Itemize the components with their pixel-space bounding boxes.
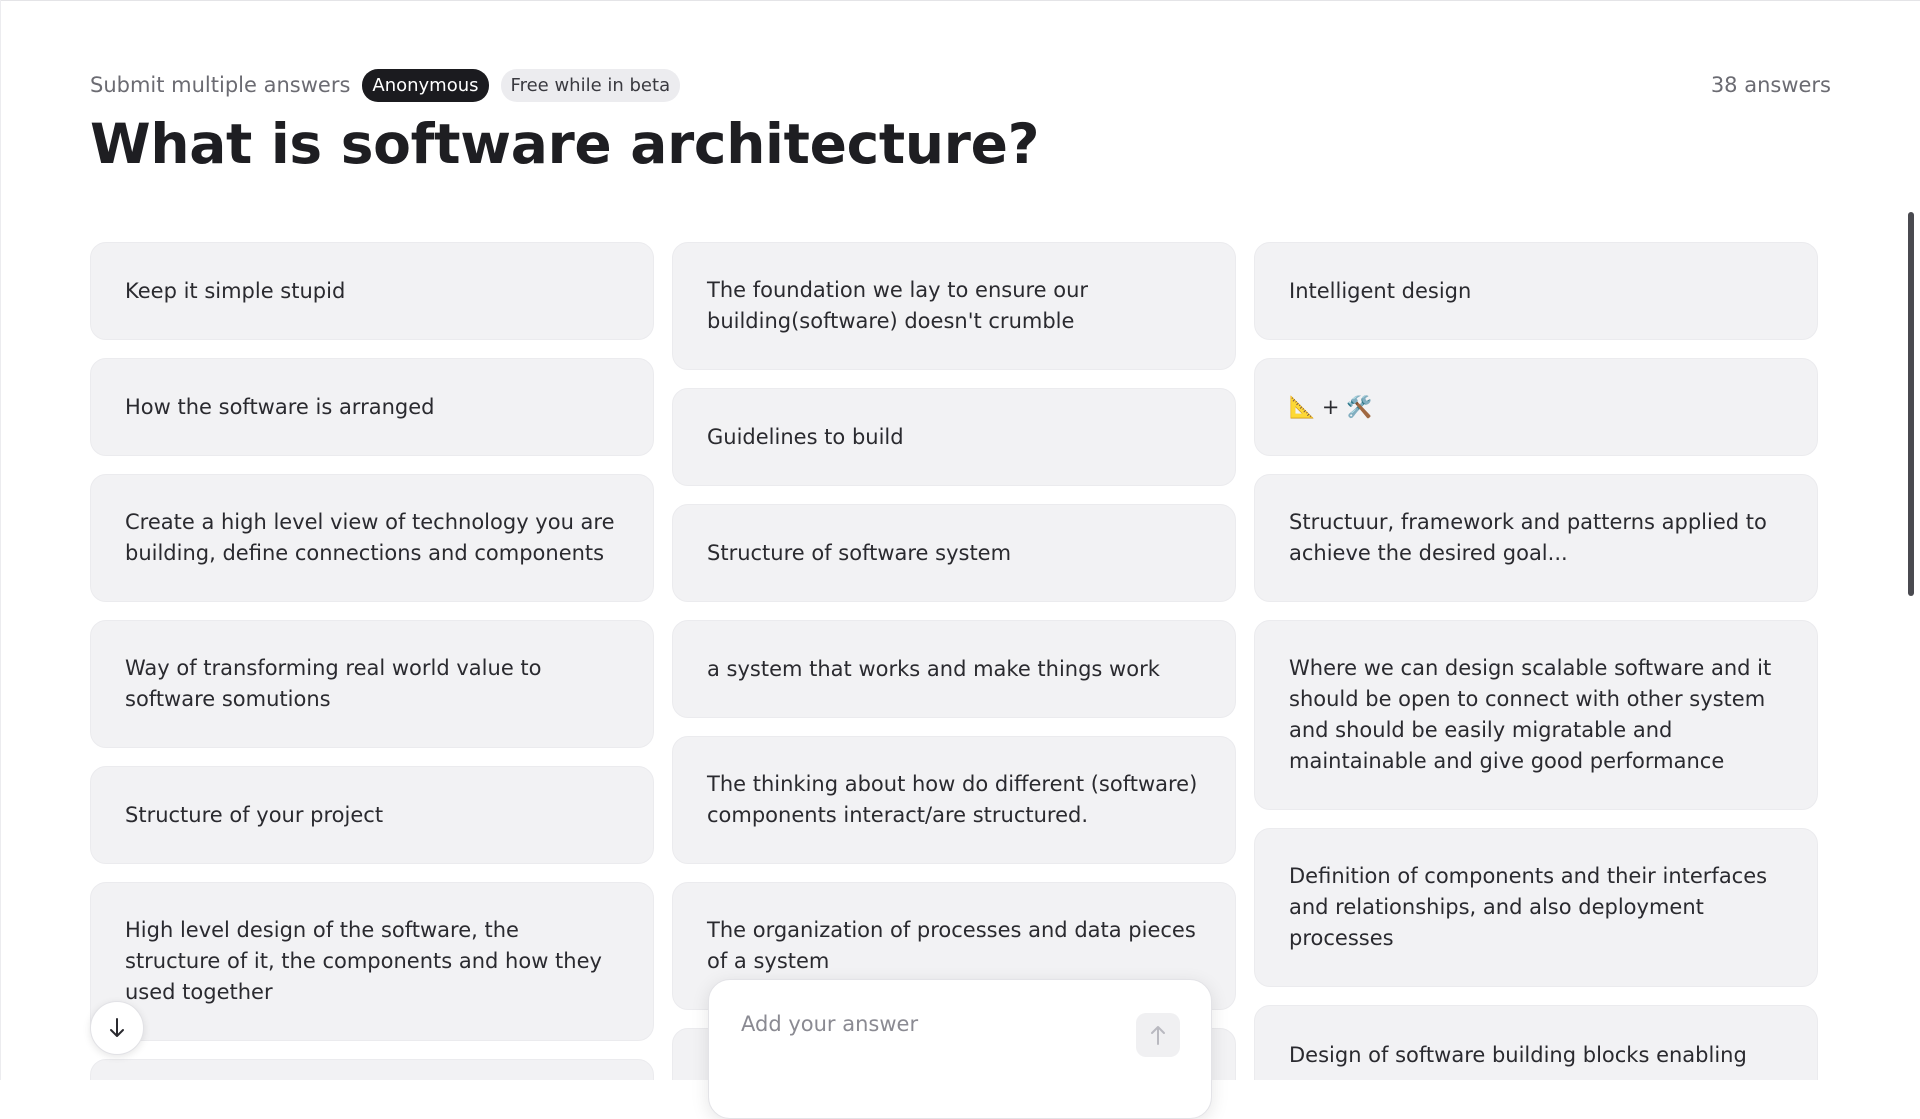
answer-card: High level design of the software, the structure of it, the components and how they used together (90, 882, 654, 1041)
answers-column-3 (1254, 242, 1818, 1080)
answer-card: The thinking about how do different (software) components interact/are structured. (672, 736, 1236, 864)
mode-label: Submit multiple answers (90, 73, 351, 97)
answer-card: Where we can design scalable software and it should be open to connect with other system and should be easily migratable and maintainable and give good performance (1254, 620, 1818, 810)
arrow-down-icon (108, 1017, 126, 1039)
answer-input[interactable] (741, 1012, 1101, 1036)
answer-count: 38 answers (1710, 73, 1831, 97)
answer-card: How the software is arranged (90, 358, 654, 456)
answer-card: 📐 + 🛠️ (1254, 358, 1818, 456)
answer-card: Way of transforming real world value to software somutions (90, 620, 654, 748)
window-top-border (0, 0, 1920, 1)
answer-card: Design of software building blocks enabling (1254, 1005, 1818, 1080)
answer-card: Intelligent design (1254, 242, 1818, 340)
answer-composer (708, 979, 1212, 1119)
scroll-down-button[interactable] (90, 1001, 144, 1055)
anonymous-badge: Anonymous (362, 69, 488, 102)
answer-card: Create a high level view of technology you are building, define connections and components (90, 474, 654, 602)
answers-column-2 (672, 242, 1236, 1080)
answer-card: Definition of components and their interfaces and relationships, and also deployment processes (1254, 828, 1818, 987)
answer-card: The organization of processes and data pieces of a system (672, 882, 1236, 1010)
answers-grid (90, 242, 1820, 1080)
arrow-up-icon (1149, 1024, 1167, 1046)
window-left-border (0, 0, 1, 1080)
answer-card: Structure of your project (90, 766, 654, 864)
answer-card: a system that works and make things work (672, 620, 1236, 718)
beta-badge: Free while in beta (501, 69, 681, 102)
answer-card: Guidelines to build (672, 388, 1236, 486)
submit-answer-button[interactable] (1136, 1013, 1180, 1057)
question-title: What is software architecture? (90, 112, 1040, 176)
question-meta-bar (90, 66, 1831, 104)
answer-card (90, 1059, 654, 1080)
answers-column-1 (90, 242, 654, 1080)
answer-card: Structure of software system (672, 504, 1236, 602)
scrollbar-thumb[interactable] (1908, 212, 1914, 596)
answer-card: Structuur, framework and patterns applied to achieve the desired goal... (1254, 474, 1818, 602)
answer-card: The foundation we lay to ensure our building(software) doesn't crumble (672, 242, 1236, 370)
answer-card: Keep it simple stupid (90, 242, 654, 340)
